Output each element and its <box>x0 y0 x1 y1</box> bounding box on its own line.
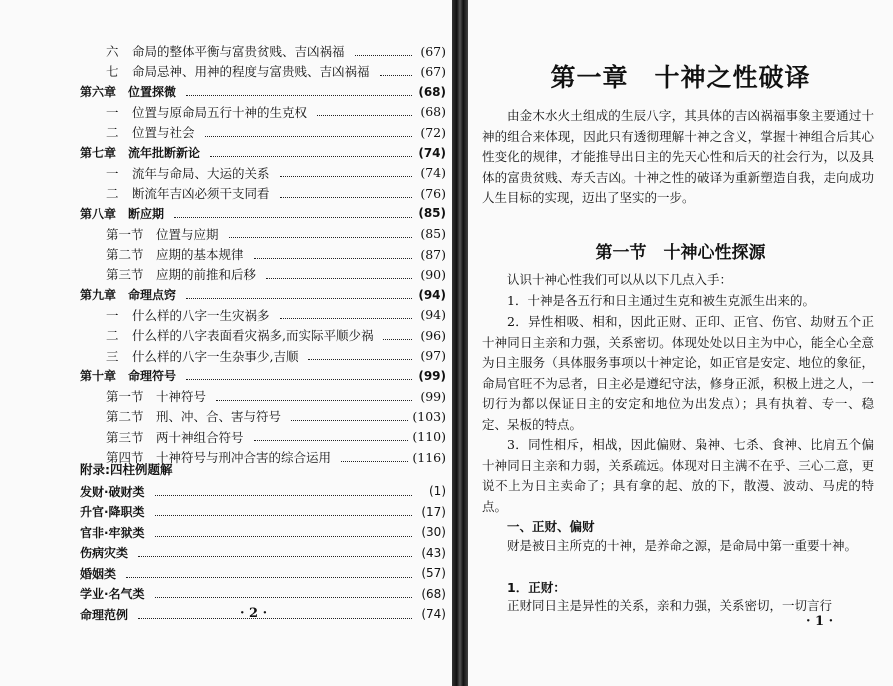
dot-leader <box>254 432 409 441</box>
appendix-entry-page: (57) <box>421 566 446 580</box>
toc-entry-page: (103) <box>412 408 446 424</box>
dot-leader <box>138 610 412 619</box>
toc-entry-page: (116) <box>412 449 446 465</box>
page-number-left: · 2 · <box>240 606 268 621</box>
dot-leader <box>280 189 412 198</box>
dot-leader <box>266 270 412 279</box>
toc-entry <box>106 305 446 325</box>
appendix-entry <box>80 502 446 522</box>
dot-leader <box>155 507 412 516</box>
dot-leader <box>317 107 412 116</box>
dot-leader <box>126 569 412 578</box>
toc-entry-label: 第一节 十神符号 <box>106 389 207 405</box>
toc-entry-page: (85) <box>420 226 446 242</box>
toc-entry-label: 位置与原命局五行十神的生克权 <box>132 104 308 120</box>
appendix-entry-label: 官非·牢狱类 <box>80 525 145 540</box>
page-number-right: · 1 · <box>806 614 834 629</box>
intro-paragraph: 由金木水火土组成的生辰八字，其具体的吉凶祸福事象主要通过十神的组合来体现，因此只有透彻理解十神之含义，掌握十神组合后其心性变化的规律，才能推导出日主的先天心性和后天的社会行为，以及具体的富贵贫贱、寿夭吉凶。十神之性的破译为重新塑造自我，走向成功人生目标的实现，迈出了坚实的一步。 <box>482 108 874 205</box>
toc-entry-page: (67) <box>420 43 446 59</box>
toc-entry-page: (110) <box>412 429 446 445</box>
wealth-paragraph: 财是被日主所克的十神，是养命之源，是命局中第一重要十神。 <box>507 538 858 553</box>
appendix-entry-label: 婚姻类 <box>80 566 117 581</box>
toc-entry-number: 一 <box>106 104 119 120</box>
toc-entry-label: 第二节 刑、冲、合、害与符号 <box>106 409 282 425</box>
toc-entry <box>106 386 446 406</box>
toc-entry-label: 位置与社会 <box>132 125 195 141</box>
toc-entry-label: 命局忌神、用神的程度与富贵贱、吉凶祸福 <box>132 64 370 80</box>
book-gutter <box>452 0 468 686</box>
dot-leader <box>308 351 412 360</box>
toc-entry-label: 断流年吉凶必须干支同看 <box>132 186 270 202</box>
toc-entry-label: 第三节 应期的前推和后移 <box>106 267 257 283</box>
toc-entry-number: 二 <box>106 328 119 344</box>
dot-leader <box>280 168 412 177</box>
appendix-entry-page: (1) <box>429 484 446 498</box>
toc-entry-page: (68) <box>420 104 446 120</box>
toc-entry <box>106 244 446 264</box>
toc-entry-page: (94) <box>420 307 446 323</box>
toc-entry-number: 三 <box>106 348 119 364</box>
toc-entry <box>106 447 446 467</box>
dot-leader <box>138 548 412 557</box>
toc-entry-label: 第二节 应期的基本规律 <box>106 247 244 262</box>
dot-leader <box>254 250 412 259</box>
toc-entry-label: 流年与命局、大运的关系 <box>132 165 270 181</box>
toc-entry <box>106 102 446 122</box>
appendix-entry <box>80 481 446 501</box>
dot-leader <box>205 128 412 137</box>
toc-entry-page: (74) <box>418 145 446 160</box>
subheading-wealth: 一、正财、偏财 <box>507 519 595 534</box>
appendix-entry-label: 学业·名气类 <box>80 587 145 601</box>
appendix-entry-page: (30) <box>421 525 446 539</box>
dot-leader <box>383 331 412 340</box>
chapter-title: 第一章 十神之性破译 <box>550 63 811 92</box>
subheading-zhengcai: 1．正财： <box>507 580 566 595</box>
dot-leader <box>186 87 412 96</box>
toc-entry <box>106 122 446 142</box>
appendix-entry <box>80 522 446 542</box>
toc-entry-page: (90) <box>420 266 446 282</box>
toc-entry-label: 第十章 命理符号 <box>80 369 177 384</box>
appendix-entry <box>80 584 446 604</box>
zhengcai-paragraph: 正财同日主是异性的关系，亲和力强，关系密切，一切言行 <box>507 598 833 613</box>
dot-leader <box>229 229 412 238</box>
toc-entry <box>106 41 446 61</box>
toc-entry-page: (87) <box>420 246 446 262</box>
toc-entry-number: 一 <box>106 307 119 323</box>
dot-leader <box>291 412 408 421</box>
toc-entry <box>106 61 446 81</box>
toc-entry <box>80 82 446 102</box>
toc-entry <box>80 203 446 223</box>
toc-entry <box>106 325 446 345</box>
toc-entry <box>106 427 446 447</box>
toc-entry-page: (97) <box>420 348 446 363</box>
point-1: 1．十神是各五行和日主通过生克和被生克派生出来的。 <box>507 293 815 308</box>
toc-entry <box>80 366 446 386</box>
point-2: 2．异性相吸、相和，因此正财、正印、正官、伤官、劫财五个正十神同日主亲和力强，关系密切。体现处处以日主为中心，能全心全意为日主服务（具体服务事项以十神定论，如正官是安定、地位的象征，命局官旺不为忌者，日主必是遵纪守法，修身正派，积极上进之人，一切行为都以保证日主的安定和地位为出发点）；具有执着、专一、稳定、呆板的特点。 <box>482 314 874 432</box>
toc-entry-page: (96) <box>420 327 446 343</box>
dot-leader <box>341 453 408 462</box>
appendix-entry-label: 命理范例 <box>80 607 129 622</box>
dot-leader <box>380 67 412 76</box>
section-lead: 认识十神心性我们可以从以下几点入手： <box>507 272 733 287</box>
toc-entry-label: 第八章 断应期 <box>80 206 165 221</box>
toc-entry-page: (74) <box>420 165 446 181</box>
appendix-entry-page: (17) <box>421 504 446 519</box>
toc-entry-page: (85) <box>418 206 446 221</box>
appendix-title: 附录:四柱例题解 <box>80 462 173 477</box>
toc-entry-page: (99) <box>418 368 446 383</box>
point-3: 3．同性相斥，相战，因此偏财、枭神、七杀、食神、比肩五个偏十神同日主亲和力弱，关系疏远。体现对日主满不在乎、三心二意，更说不上为日主卖命了；具有拿的起、放的下，散漫、波动、马虎的特点。 <box>482 437 874 514</box>
right-page <box>468 0 893 686</box>
appendix-entry <box>80 563 446 583</box>
dot-leader <box>216 392 412 401</box>
dot-leader <box>280 310 412 319</box>
dot-leader <box>186 371 412 380</box>
appendix-entry <box>80 604 446 624</box>
toc-entry-page: (99) <box>420 388 446 404</box>
toc-entry-number: 一 <box>106 165 119 181</box>
toc-entry-page: (76) <box>420 185 446 201</box>
toc-entry <box>106 224 446 244</box>
dot-leader <box>155 528 412 537</box>
toc-entry-label: 第四节 十神符号与刑冲合害的综合运用 <box>106 450 332 465</box>
toc-entry-number: 二 <box>106 125 119 141</box>
toc-entry-number: 二 <box>106 186 119 202</box>
toc-entry-page: (72) <box>420 124 446 140</box>
appendix-entry <box>80 543 446 563</box>
toc-entry-label: 命局的整体平衡与富贵贫贱、吉凶祸福 <box>132 44 345 59</box>
appendix-entry-label: 发财·破财类 <box>80 484 145 499</box>
dot-leader <box>186 290 412 299</box>
toc-entry-label: 第一节 位置与应期 <box>106 226 219 242</box>
toc-entry-number: 七 <box>106 64 119 80</box>
toc-entry <box>106 264 446 284</box>
appendix-entry-page: (43) <box>421 545 446 560</box>
toc-entry-page: (67) <box>420 63 446 79</box>
appendix-entry-label: 伤病灾类 <box>80 546 129 560</box>
toc-entry-label: 第六章 位置探微 <box>80 85 177 100</box>
toc-entry-label: 什么样的八字一生灾祸多 <box>132 307 270 323</box>
toc-entry-label: 什么样的八字表面看灾祸多,而实际平顺少祸 <box>132 328 374 344</box>
dot-leader <box>210 148 412 157</box>
section-title: 第一节 十神心性探源 <box>595 243 766 263</box>
toc-entry <box>80 143 446 163</box>
toc-entry-number: 六 <box>106 44 119 59</box>
dot-leader <box>355 47 412 56</box>
toc-entry <box>106 183 446 203</box>
dot-leader <box>155 589 412 598</box>
dot-leader <box>155 487 412 496</box>
toc-entry <box>106 346 446 366</box>
appendix-entry-page: (74) <box>421 607 446 621</box>
toc-entry <box>106 406 446 426</box>
toc-entry-label: 什么样的八字一生杂事少,吉顺 <box>132 348 299 364</box>
toc-entry-label: 第七章 流年批断新论 <box>80 146 201 160</box>
toc-entry-label: 第九章 命理点窍 <box>80 288 177 303</box>
toc-entry-page: (94) <box>418 287 446 302</box>
toc-entry <box>80 285 446 305</box>
appendix-entry-page: (68) <box>421 586 446 601</box>
dot-leader <box>174 209 412 218</box>
appendix-entry-label: 升官·降职类 <box>80 505 145 519</box>
toc-entry-page: (68) <box>418 84 446 99</box>
toc-entry-label: 第三节 两十神组合符号 <box>106 429 244 445</box>
toc-entry <box>106 163 446 183</box>
